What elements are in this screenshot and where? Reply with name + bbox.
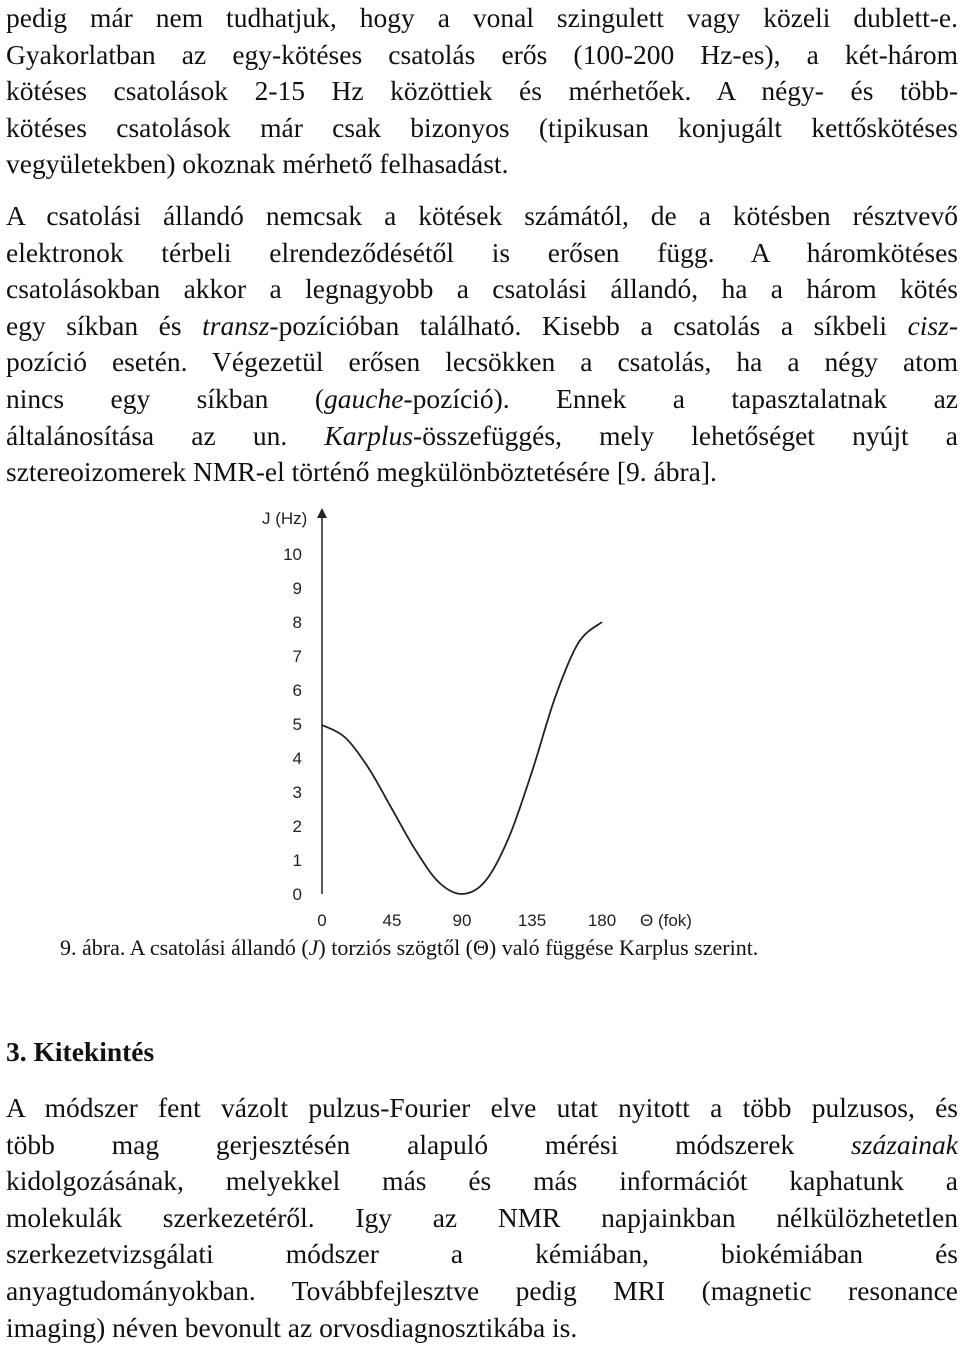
italic-term-cisz: cisz <box>907 309 949 341</box>
text-line: szerkezetvizsgálati módszer a kémiában, biokémiában és <box>6 1238 958 1270</box>
karplus-chart <box>250 500 720 940</box>
text-line <box>6 1127 958 1164</box>
x-tick-label: 90 <box>452 911 472 930</box>
coupling-paragraph <box>6 198 958 491</box>
text-span: -pozícióban található. Kisebb a csatolás a síkbeli <box>269 309 908 341</box>
text-span: általánosítása az un. <box>6 419 325 451</box>
text-line <box>6 418 958 455</box>
y-tick-label: 8 <box>292 613 302 632</box>
intro-paragraph <box>6 0 958 183</box>
y-axis-arrow <box>317 508 327 518</box>
italic-term-transz: transz <box>202 309 270 341</box>
text-line: csatolásokban akkor a legnagyobb a csatolási állandó, ha a három kötés <box>6 273 958 305</box>
text-line: molekulák szerkezetéről. Igy az NMR napjainkban nélkülözhetetlen <box>6 1201 958 1233</box>
text-line: sztereoizomerek NMR-el történő megkülönböztetésére [9. ábra]. <box>6 456 717 488</box>
outlook-paragraph <box>6 1090 958 1346</box>
text-line <box>6 381 958 418</box>
italic-term-szazainak: százainak <box>851 1128 958 1160</box>
italic-term-gauche: gauche <box>324 382 404 414</box>
x-tick-label: 0 <box>317 911 327 930</box>
text-span: -pozíció). Ennek a tapasztalatnak az <box>403 382 958 414</box>
y-tick-label: 7 <box>292 647 302 666</box>
text-line: kidolgozásának, melyekkel más és más információt kaphatunk a <box>6 1165 958 1197</box>
text-line: kötéses csatolások 2-15 Hz közöttiek és mérhetőek. A négy- és több- <box>6 75 958 107</box>
text-line: anyagtudományokban. Továbbfejlesztve pedig MRI (magnetic resonance <box>6 1274 958 1306</box>
chart-ticks <box>283 545 616 930</box>
x-tick-label: 180 <box>587 911 617 930</box>
y-tick-label: 0 <box>292 885 302 904</box>
y-tick-label: 2 <box>292 817 302 836</box>
text-line: kötéses csatolások már csak bizonyos (tipikusan konjugált kettőskötéses <box>6 111 958 143</box>
y-tick-label: 9 <box>292 579 302 598</box>
y-axis-label: J (Hz) <box>262 509 308 528</box>
text-span: nincs egy síkban ( <box>6 382 325 414</box>
caption-text: ) torziós szögtől (Θ) való függése Karplus szerint. <box>318 935 759 960</box>
y-tick-label: 3 <box>292 783 302 802</box>
text-span: -összefüggés, mely lehetőséget nyújt a <box>413 419 958 451</box>
chart-series <box>322 622 602 894</box>
chart-axes <box>317 508 327 894</box>
karplus-curve <box>322 622 602 894</box>
text-line: A csatolási állandó nemcsak a kötések számától, de a kötésben résztvevő <box>6 200 958 231</box>
x-axis-label: Θ (fok) <box>640 911 692 930</box>
text-line: A módszer fent vázolt pulzus-Fourier elve utat nyitott a több pulzusos, és <box>6 1092 958 1123</box>
y-tick-label: 5 <box>292 715 302 734</box>
text-line: pozíció esetén. Végezetül erősen lecsökken a csatolás, ha a négy atom <box>6 346 958 378</box>
y-tick-label: 4 <box>292 749 302 768</box>
y-tick-label: 10 <box>283 545 302 564</box>
section-heading: 3. Kitekintés <box>6 1036 155 1067</box>
text-line: pedig már nem tudhatjuk, hogy a vonal szingulett vagy közeli dublett-e. <box>6 2 958 33</box>
text-span: több mag gerjesztésén alapuló mérési módszerek <box>6 1128 852 1160</box>
caption-text: 9. ábra. A csatolási állandó ( <box>60 935 309 960</box>
text-line: imaging) néven bevonult az orvosdiagnosztikába is. <box>6 1311 578 1343</box>
text-span: - <box>948 309 958 341</box>
text-line: elektronok térbeli elrendeződésétől is erősen függ. A háromkötéses <box>6 236 958 268</box>
text-span: egy síkban és <box>6 309 203 341</box>
text-line: vegyületekben) okoznak mérhető felhasadást. <box>6 148 509 180</box>
x-tick-label: 135 <box>517 911 547 930</box>
caption-italic-j: J <box>308 935 319 960</box>
italic-term-karplus: Karplus <box>324 419 414 451</box>
y-tick-label: 6 <box>292 681 302 700</box>
figure-caption <box>60 934 920 962</box>
y-tick-label: 1 <box>292 851 302 870</box>
x-tick-label: 45 <box>382 911 402 930</box>
text-line: Gyakorlatban az egy-kötéses csatolás erős (100-200 Hz-es), a két-három <box>6 38 958 70</box>
text-line <box>6 308 958 345</box>
